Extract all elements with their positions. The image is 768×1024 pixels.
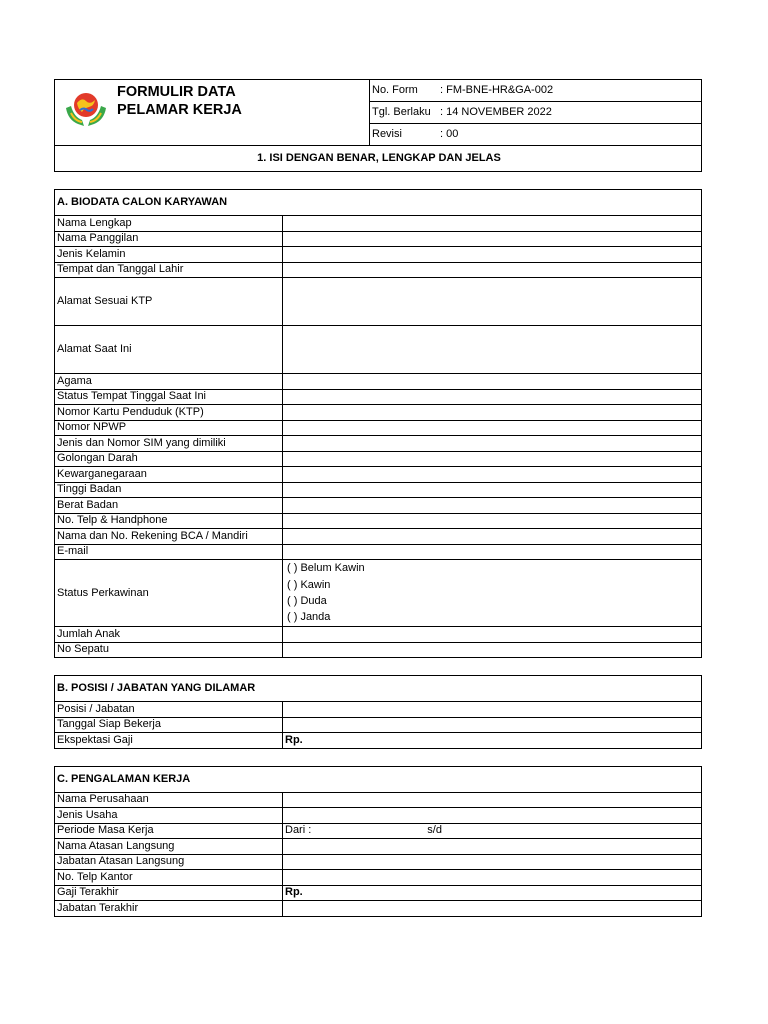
field-periode-masa-kerja[interactable] xyxy=(283,823,702,839)
field-email[interactable] xyxy=(283,544,702,560)
revision-label: Revisi xyxy=(372,128,402,140)
row-label: No. Telp & Handphone xyxy=(55,513,283,529)
field-nama-lengkap[interactable] xyxy=(283,216,702,232)
field-telp-handphone[interactable] xyxy=(283,513,702,529)
applicant-form xyxy=(54,79,701,917)
row-label: Nama Lengkap xyxy=(55,216,283,232)
field-jabatan-atasan[interactable] xyxy=(283,854,702,870)
field-nomor-npwp[interactable] xyxy=(283,420,702,436)
row-label: Nama Atasan Langsung xyxy=(55,839,283,855)
field-no-sepatu[interactable] xyxy=(283,642,702,658)
revision-value: : 00 xyxy=(440,128,459,140)
field-sim[interactable] xyxy=(283,436,702,452)
field-alamat-ktp[interactable] xyxy=(283,278,702,326)
period-to-label: s/d xyxy=(427,824,442,837)
row-label: Tempat dan Tanggal Lahir xyxy=(55,262,283,278)
effective-date-label: Tgl. Berlaku xyxy=(372,106,431,118)
row-label: Alamat Sesuai KTP xyxy=(55,278,283,326)
row-label: Ekspektasi Gaji xyxy=(55,733,283,749)
effective-date xyxy=(370,102,702,124)
row-label: Berat Badan xyxy=(55,498,283,514)
field-alamat-saat-ini[interactable] xyxy=(283,326,702,374)
row-label: Nama Panggilan xyxy=(55,231,283,247)
title-line-2: PELAMAR KERJA xyxy=(117,102,242,118)
field-ekspektasi-gaji[interactable]: Rp. xyxy=(283,733,702,749)
form-title xyxy=(117,83,242,119)
field-golongan-darah[interactable] xyxy=(283,451,702,467)
field-jabatan-terakhir[interactable] xyxy=(283,901,702,917)
marital-status-options xyxy=(283,560,702,627)
field-gaji-terakhir[interactable]: Rp. xyxy=(283,885,702,901)
field-berat-badan[interactable] xyxy=(283,498,702,514)
row-label: Nomor Kartu Penduduk (KTP) xyxy=(55,405,283,421)
row-label: Gaji Terakhir xyxy=(55,885,283,901)
row-label: Nomor NPWP xyxy=(55,420,283,436)
field-rekening[interactable] xyxy=(283,529,702,545)
section-c-experience xyxy=(54,766,702,917)
revision xyxy=(370,124,702,146)
field-nama-atasan[interactable] xyxy=(283,839,702,855)
row-label: E-mail xyxy=(55,544,283,560)
row-label: Periode Masa Kerja xyxy=(55,823,283,839)
row-label: Status Tempat Tinggal Saat Ini xyxy=(55,389,283,405)
row-label: Golongan Darah xyxy=(55,451,283,467)
row-label: Jenis Kelamin xyxy=(55,247,283,263)
title-cell xyxy=(55,80,370,146)
option-janda[interactable]: ( ) Janda xyxy=(287,611,331,624)
section-a-biodata xyxy=(54,189,702,658)
row-label: Nama dan No. Rekening BCA / Mandiri xyxy=(55,529,283,545)
field-jenis-usaha[interactable] xyxy=(283,808,702,824)
field-status-tempat-tinggal[interactable] xyxy=(283,389,702,405)
field-nama-perusahaan[interactable] xyxy=(283,792,702,808)
row-label: Status Perkawinan xyxy=(55,560,283,627)
row-label: No Sepatu xyxy=(55,642,283,658)
field-tempat-tanggal-lahir[interactable] xyxy=(283,262,702,278)
option-duda[interactable]: ( ) Duda xyxy=(287,595,327,607)
option-kawin[interactable]: ( ) Kawin xyxy=(287,578,331,591)
row-label: Agama xyxy=(55,374,283,390)
row-label: Jabatan Atasan Langsung xyxy=(55,854,283,870)
row-label: Kewarganegaraan xyxy=(55,467,283,483)
option-belum-kawin[interactable]: ( ) Belum Kawin xyxy=(287,562,365,575)
field-nama-panggilan[interactable] xyxy=(283,231,702,247)
section-b-position xyxy=(54,675,702,749)
row-label: Nama Perusahaan xyxy=(55,792,283,808)
title-line-1: FORMULIR DATA xyxy=(117,84,236,100)
form-number-value: : FM-BNE-HR&GA-002 xyxy=(440,84,554,96)
row-label: Jenis dan Nomor SIM yang dimiliki xyxy=(55,436,283,452)
form-number-label: No. Form xyxy=(372,84,418,96)
instruction-row: 1. ISI DENGAN BENAR, LENGKAP DAN JELAS xyxy=(55,146,702,172)
row-label: Tanggal Siap Bekerja xyxy=(55,717,283,733)
form-header xyxy=(54,79,702,172)
row-label: Alamat Saat Ini xyxy=(55,326,283,374)
section-a-heading: A. BIODATA CALON KARYAWAN xyxy=(55,190,702,216)
field-tanggal-siap[interactable] xyxy=(283,717,702,733)
field-agama[interactable] xyxy=(283,374,702,390)
row-label: Jabatan Terakhir xyxy=(55,901,283,917)
section-b-heading: B. POSISI / JABATAN YANG DILAMAR xyxy=(55,676,702,702)
row-label: Tinggi Badan xyxy=(55,482,283,498)
field-posisi[interactable] xyxy=(283,702,702,718)
field-tinggi-badan[interactable] xyxy=(283,482,702,498)
company-logo-icon xyxy=(63,86,109,132)
row-label: No. Telp Kantor xyxy=(55,870,283,886)
field-telp-kantor[interactable] xyxy=(283,870,702,886)
field-jenis-kelamin[interactable] xyxy=(283,247,702,263)
period-from-label: Dari : xyxy=(285,824,312,837)
effective-date-value: : 14 NOVEMBER 2022 xyxy=(440,106,552,118)
row-label: Posisi / Jabatan xyxy=(55,702,283,718)
field-kewarganegaraan[interactable] xyxy=(283,467,702,483)
field-jumlah-anak[interactable] xyxy=(283,627,702,643)
row-label: Jenis Usaha xyxy=(55,808,283,824)
row-label: Jumlah Anak xyxy=(55,627,283,643)
section-c-heading: C. PENGALAMAN KERJA xyxy=(55,766,702,792)
form-number xyxy=(370,80,702,102)
field-nomor-ktp[interactable] xyxy=(283,405,702,421)
